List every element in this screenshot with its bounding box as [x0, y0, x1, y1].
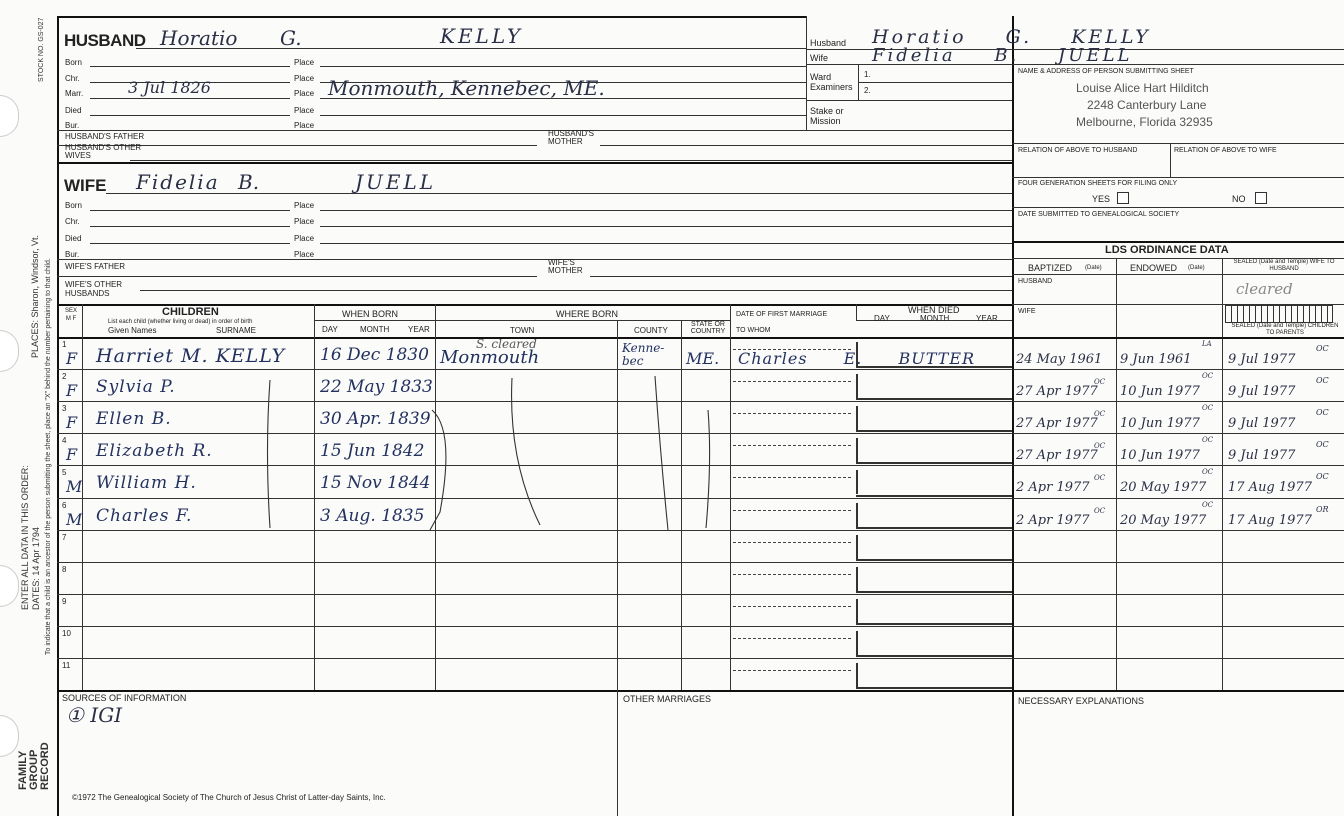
marriage-date-line — [733, 477, 851, 478]
sources-value: ① IGI — [66, 703, 123, 727]
relation-wife-label: RELATION OF ABOVE TO WIFE — [1174, 147, 1277, 154]
husband-marr-place-label: Place — [294, 89, 315, 98]
row-line — [57, 433, 1344, 434]
husband-mother-label: HUSBAND'S MOTHER — [548, 129, 594, 146]
child-number: 8 — [62, 564, 67, 574]
county-header: COUNTY — [634, 326, 668, 335]
child-number: 2 — [62, 372, 67, 382]
wife-surname: JUELL — [355, 170, 437, 194]
wife-middle: B. — [238, 170, 260, 194]
child-birth-county: Kenne-bec — [622, 341, 665, 368]
wife-died-place-label: Place — [294, 234, 315, 243]
enter-all-instruction: ENTER ALL DATA IN THIS ORDER: — [20, 465, 30, 610]
death-date-line — [856, 495, 1012, 497]
child-baptized: 2 Apr 1977 — [1016, 480, 1090, 496]
child-baptized: 27 Apr 1977 — [1016, 448, 1098, 464]
child-endowed: 10 Jun 1977 — [1120, 448, 1200, 464]
wife-mother-label: WIFE'S MOTHER — [548, 258, 583, 275]
relation-husband-label: RELATION OF ABOVE TO HUSBAND — [1018, 147, 1138, 154]
marriage-date-line — [733, 606, 851, 607]
row-line — [57, 658, 1344, 659]
death-date-tick — [856, 599, 858, 623]
child-baptized: 27 Apr 1977 — [1016, 416, 1098, 432]
submitter-street: 2248 Canterbury Lane — [1087, 98, 1207, 112]
husband-born-label: Born — [65, 58, 82, 67]
copyright: ©1972 The Genealogical Society of The Church of Jesus Christ of Latter-day Saints, Inc. — [72, 793, 386, 802]
child-name: Sylvia P. — [96, 377, 176, 398]
death-date-tick — [856, 663, 858, 687]
wife-born-place-label: Place — [294, 201, 315, 210]
child-name: William H. — [96, 473, 197, 494]
child-endowed-tag: OC — [1202, 500, 1214, 509]
death-date-line — [856, 430, 1012, 432]
child-sex: F — [66, 381, 78, 401]
marriage-date-line — [733, 510, 851, 511]
child-birth-date: 30 Apr. 1839 — [320, 409, 431, 430]
child-sex: F — [66, 445, 78, 465]
death-date-tick — [856, 470, 858, 494]
husband-chr-label: Chr. — [65, 74, 80, 83]
baptized-label: BAPTIZED — [1028, 263, 1073, 273]
right-wife-name: Fidelia B. JUELL — [872, 45, 1133, 66]
child-endowed: 10 Jun 1977 — [1120, 384, 1200, 400]
row-line — [57, 594, 1344, 595]
ancestor-instruction: To indicate that a child is an ancestor of the person submitting the sheet, place an "X" behind the number pertaining to that child. — [45, 258, 52, 655]
frame-left — [57, 16, 59, 816]
right-husband-name: Horatio G. KELLY — [872, 26, 1151, 48]
death-date-line — [856, 398, 1012, 400]
child-endowed-tag: OC — [1202, 436, 1214, 445]
marriage-date-line — [733, 542, 851, 543]
child-baptized-tag: OC — [1094, 410, 1106, 419]
sealed-wife-label: SEALED (Date and Temple) WIFE TO HUSBAND — [1233, 259, 1335, 272]
child-endowed-tag: OC — [1202, 372, 1214, 381]
husband-marriage-date: 3 Jul 1826 — [128, 78, 211, 97]
born-day-header: DAY — [322, 325, 338, 334]
child-spouse: Charles E. BUTTER — [738, 349, 976, 368]
death-date-tick — [856, 503, 858, 527]
death-date-tick — [856, 535, 858, 559]
marriage-date-line — [733, 574, 851, 575]
child-baptized-tag: OC — [1094, 442, 1106, 451]
baptized-date-label: (Date) — [1085, 265, 1102, 271]
death-date-line — [856, 462, 1012, 464]
right-wife-label: Wife — [810, 53, 828, 63]
death-date-tick — [856, 406, 858, 430]
marriage-date-line — [733, 413, 851, 414]
child-baptized-tag: OC — [1094, 506, 1106, 515]
death-date-tick — [856, 567, 858, 591]
child-sealed: 9 Jul 1977 — [1228, 448, 1296, 464]
submitter-city: Melbourne, Florida 32935 — [1076, 115, 1213, 129]
marriage-date-line — [733, 445, 851, 446]
lds-husband-row: HUSBAND — [1018, 278, 1053, 285]
wife-father-label: WIFE'S FATHER — [65, 262, 126, 271]
child-number: 10 — [62, 628, 71, 638]
marriage-date-line — [733, 670, 851, 671]
death-date-line — [856, 559, 1012, 561]
child-birth-date: 15 Jun 1842 — [320, 441, 425, 462]
child-name: Harriet M. KELLY — [96, 345, 286, 367]
row-line — [57, 369, 1344, 370]
child-sealed: 17 Aug 1977 — [1228, 512, 1312, 528]
sex-header: SEX M F — [64, 308, 77, 322]
child-baptized: 27 Apr 1977 — [1016, 384, 1098, 400]
divider-lds — [1012, 16, 1014, 816]
no-label: NO — [1232, 194, 1246, 204]
death-date-line — [856, 591, 1012, 593]
wife-heading: WIFE — [64, 176, 107, 195]
husband-marriage-place: Monmouth, Kennebec, ME. — [328, 76, 605, 100]
child-number: 3 — [62, 404, 67, 414]
examiner-1: 1. — [864, 70, 871, 79]
dates-instruction: DATES: 14 Apr 1794 — [31, 527, 41, 610]
child-endowed-tag: OC — [1202, 468, 1214, 477]
husband-chr-place-label: Place — [294, 74, 315, 83]
child-endowed: 20 May 1977 — [1120, 480, 1207, 496]
died-month-header: MONTH — [920, 314, 950, 323]
record-title: FAMILY GROUP RECORD — [17, 742, 51, 790]
stake-mission-label: Stake or Mission — [810, 106, 844, 126]
husband-father-label: HUSBAND'S FATHER — [65, 132, 145, 141]
child-sealed-tag: OR — [1316, 504, 1329, 514]
town-header: TOWN — [510, 326, 535, 335]
child-sealed: 9 Jul 1977 — [1228, 352, 1296, 367]
binder-hole — [0, 95, 19, 137]
child-number: 11 — [62, 661, 71, 670]
hatched-box — [1225, 305, 1333, 323]
endowed-date-label: (Date) — [1188, 265, 1205, 271]
died-year-header: YEAR — [976, 314, 998, 323]
marriage-date-line — [733, 638, 851, 639]
husband-heading: HUSBAND — [64, 31, 146, 50]
child-birth-date: 3 Aug. 1835 — [320, 505, 425, 526]
yes-checkbox[interactable] — [1117, 192, 1129, 204]
wife-died-label: Died — [65, 234, 82, 243]
sources-label: SOURCES OF INFORMATION — [62, 693, 187, 703]
husband-died-place-label: Place — [294, 106, 315, 115]
child-baptized: 24 May 1961 — [1016, 352, 1103, 367]
row-line — [57, 626, 1344, 627]
ditto-stroke — [706, 410, 710, 528]
child-birth-date: 15 Nov 1844 — [320, 473, 431, 494]
state-header: STATE OR COUNTRY — [690, 321, 726, 335]
born-month-header: MONTH — [360, 325, 390, 334]
when-died-header: WHEN DIED — [908, 305, 960, 315]
child-sex: M — [66, 477, 83, 497]
necessary-explanations-label: NECESSARY EXPLANATIONS — [1018, 696, 1145, 706]
yes-label: YES — [1092, 194, 1111, 204]
child-baptized-tag: OC — [1094, 474, 1106, 483]
first-marriage-header: DATE OF FIRST MARRIAGE — [736, 311, 828, 318]
death-date-line — [856, 527, 1012, 529]
child-endowed: 20 May 1977 — [1120, 512, 1207, 528]
husband-other-wives-label: HUSBAND'S OTHER WIVES — [65, 143, 142, 160]
wife-bur-label: Bur. — [65, 250, 80, 259]
ditto-stroke — [430, 410, 446, 530]
no-checkbox[interactable] — [1255, 192, 1267, 204]
child-sex: M — [66, 509, 83, 529]
row-line — [57, 401, 1344, 402]
child-sealed-tag: OC — [1316, 408, 1329, 418]
row-line — [57, 530, 1344, 531]
child-endowed: 10 Jun 1977 — [1120, 416, 1200, 432]
death-date-line — [856, 623, 1012, 625]
lds-wife-row: WIFE — [1018, 308, 1036, 315]
child-birth-town: Monmouth — [440, 347, 540, 368]
child-number: 9 — [62, 596, 67, 606]
wife-chr-place-label: Place — [294, 217, 315, 226]
child-birth-date: 22 May 1833 — [320, 377, 433, 398]
child-sealed: 9 Jul 1977 — [1228, 384, 1296, 400]
child-number: 4 — [62, 436, 67, 446]
children-header: CHILDREN — [162, 306, 219, 318]
death-date-line — [856, 687, 1012, 689]
child-endowed: 9 Jun 1961 — [1120, 352, 1192, 367]
sealed-children-label: SEALED (Date and Temple) CHILDREN TO PARENTS — [1231, 323, 1339, 336]
wife-other-husbands-label: WIFE'S OTHER HUSBANDS — [65, 280, 123, 298]
husband-born-place-label: Place — [294, 58, 315, 67]
child-birth-date: 16 Dec 1830 — [320, 345, 429, 365]
right-husband-label: Husband — [810, 38, 847, 48]
marriage-date-line — [733, 381, 851, 382]
four-generation-label: FOUR GENERATION SHEETS FOR FILING ONLY — [1018, 180, 1178, 187]
child-number: 7 — [62, 532, 67, 542]
death-date-tick — [856, 438, 858, 462]
child-name: Charles F. — [96, 505, 193, 526]
death-date-tick — [856, 631, 858, 655]
stock-number: STOCK NO. GS-027 — [38, 17, 45, 82]
wife-chr-label: Chr. — [65, 217, 80, 226]
husband-bur-label: Bur. — [65, 121, 80, 130]
where-born-header: WHERE BORN — [556, 309, 619, 319]
frame-top — [57, 16, 807, 18]
child-endowed-tag: LA — [1202, 340, 1212, 348]
husband-died-label: Died — [65, 106, 82, 115]
child-number: 1 — [62, 340, 67, 349]
child-endowed-tag: OC — [1202, 404, 1214, 413]
wife-bur-place-label: Place — [294, 250, 315, 259]
child-sealed-tag: OC — [1316, 344, 1329, 353]
child-number: 6 — [62, 500, 67, 510]
child-sex: F — [66, 349, 78, 368]
submitter-name: Louise Alice Hart Hilditch — [1076, 81, 1209, 95]
child-sealed-tag: OC — [1316, 472, 1329, 482]
endowed-label: ENDOWED — [1130, 263, 1177, 273]
ditto-stroke — [268, 380, 271, 528]
cleared-note: cleared — [1236, 280, 1293, 298]
died-day-header: DAY — [874, 314, 890, 323]
children-subheader: List each child (whether living or dead) in order of birth — [108, 319, 253, 325]
wife-given-name: Fidelia — [136, 170, 220, 194]
binder-hole — [0, 565, 19, 607]
divider — [806, 16, 807, 130]
child-baptized-tag: OC — [1094, 378, 1106, 387]
date-submitted-label: DATE SUBMITTED TO GENEALOGICAL SOCIETY — [1018, 211, 1180, 218]
child-sealed: 9 Jul 1977 — [1228, 416, 1296, 432]
child-town-note: S. cleared — [476, 337, 537, 351]
binder-hole — [0, 330, 19, 372]
child-baptized: 2 Apr 1977 — [1016, 512, 1090, 528]
husband-surname: KELLY — [440, 24, 524, 48]
child-number: 5 — [62, 468, 67, 478]
husband-middle: G. — [280, 26, 302, 50]
other-marriages-label: OTHER MARRIAGES — [623, 694, 712, 704]
ditto-stroke — [655, 376, 668, 530]
child-name: Ellen B. — [96, 409, 172, 430]
surname-header: SURNAME — [216, 326, 257, 335]
examiner-2: 2. — [864, 86, 871, 95]
row-line — [57, 498, 1344, 499]
to-whom-header: TO WHOM — [736, 327, 771, 334]
death-date-line — [856, 655, 1012, 657]
lds-title: LDS ORDINANCE DATA — [1105, 244, 1229, 256]
given-names-header: Given Names — [108, 326, 157, 335]
death-date-tick — [856, 374, 858, 398]
row-line — [57, 465, 1344, 466]
when-born-header: WHEN BORN — [342, 309, 398, 319]
child-sealed: 17 Aug 1977 — [1228, 480, 1312, 496]
husband-bur-place-label: Place — [294, 121, 315, 130]
ward-examiners-label: Ward Examiners — [810, 72, 853, 92]
child-sealed-tag: OC — [1316, 440, 1329, 450]
places-instruction: PLACES: Sharon, Windsor, Vt. — [30, 234, 40, 358]
child-birth-state: ME. — [686, 349, 720, 368]
husband-given-name: Horatio — [160, 26, 238, 50]
child-sealed-tag: OC — [1316, 376, 1329, 386]
wife-born-label: Born — [65, 201, 82, 210]
child-sex: F — [66, 413, 78, 433]
child-name: Elizabeth R. — [96, 441, 213, 462]
ditto-stroke — [512, 378, 540, 525]
row-line — [57, 562, 1344, 563]
husband-marr-label: Marr. — [65, 89, 84, 98]
born-year-header: YEAR — [408, 325, 430, 334]
submitter-label: NAME & ADDRESS OF PERSON SUBMITTING SHEET — [1018, 68, 1194, 75]
